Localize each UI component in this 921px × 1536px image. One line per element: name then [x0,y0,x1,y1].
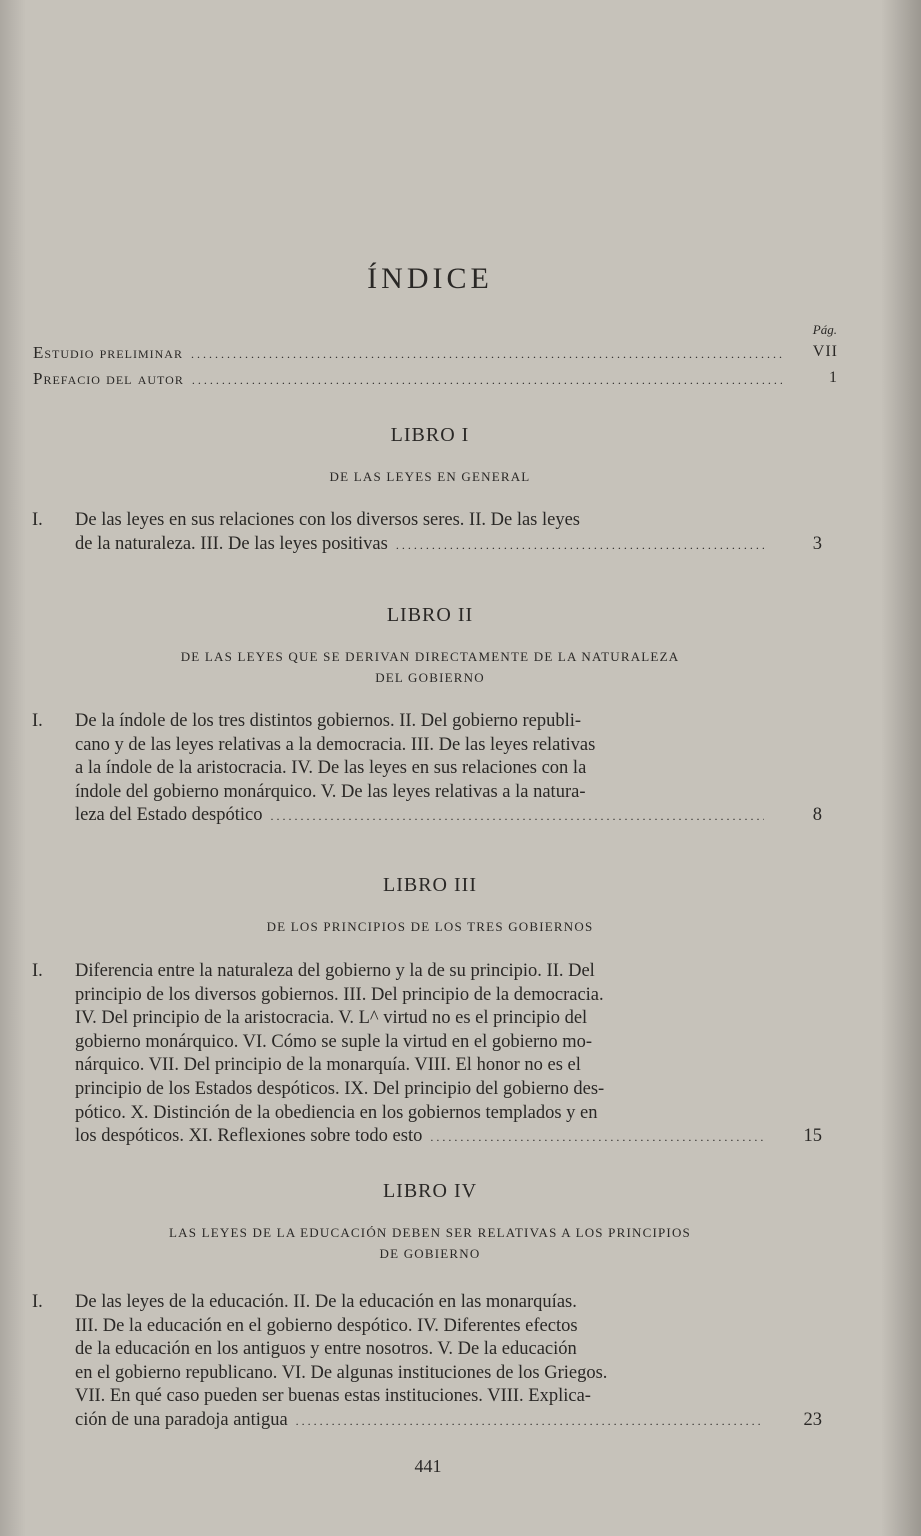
leader-dots [296,1410,764,1434]
book-subtitle [90,1222,770,1264]
book-subtitle [90,646,770,688]
entry-number: I. [32,510,43,530]
entry-line: De las leyes de la educación. II. De la educación en las monarquías. [75,1292,577,1312]
entry-line: Diferencia entre la naturaleza del gobierno y la de su principio. II. Del [75,961,595,981]
index-title: ÍNDICE [367,262,493,295]
toc-entry-label: Estudio preliminar [33,343,183,362]
entry-line: De las leyes en sus relaciones con los diversos seres. II. De las leyes [75,510,581,530]
entry-line: los despóticos. XI. Reflexiones sobre todo esto [75,1126,423,1147]
entry-line: de la naturaleza. III. De las leyes positivas [75,533,388,554]
entry-line: IV. Del principio de la aristocracia. V. L^ virtud no es el principio del [75,1008,588,1029]
book-subtitle-line: DE LAS LEYES QUE SE DERIVAN DIRECTAMENTE DE LA NATURALEZA [180,649,680,664]
entry-line: principio de los diversos gobiernos. III. Del principio de la democracia. [75,984,604,1005]
entry-text [75,710,770,829]
entry-line: principio de los Estados despóticos. IX. Del principio del gobierno des- [75,1078,605,1099]
entry-line: pótico. X. Distinción de la obediencia en los gobiernos templados y en [75,1102,598,1123]
leader-dots [430,1126,764,1150]
leader-dots [192,373,782,388]
book-title: LIBRO II [386,604,474,626]
book-title: LIBRO I [390,424,470,446]
entry-number: I. [32,961,43,981]
page-number: 441 [414,1456,442,1476]
entry-page: 23 [803,1410,822,1430]
leader-dots [191,347,782,362]
entry-line: gobierno monárquico. VI. Cómo se suple la virtud en el gobierno mo- [75,1031,593,1052]
entry-line-last [75,804,770,829]
entry-line: cano y de las leyes relativas a la democracia. III. De las leyes relativas [75,734,596,755]
entry-text [75,509,770,557]
toc-entry-prefacio [33,369,838,389]
entry-line: a la índole de la aristocracia. IV. De las leyes en sus relaciones con la [75,758,587,779]
entry-page: 3 [812,533,822,554]
book-subtitle-line: LAS LEYES DE LA EDUCACIÓN DEBEN SER RELATIVAS A LOS PRINCIPIOS [169,1225,691,1240]
entry-line: VII. En qué caso pueden ser buenas estas instituciones. VIII. Explica- [75,1386,591,1407]
toc-entry-page: 1 [829,369,838,386]
entry-text [75,960,770,1150]
book-subtitle-line: DE GOBIERNO [379,1246,481,1261]
book-title: LIBRO III [383,874,477,896]
book-title: LIBRO IV [382,1180,478,1202]
toc-entry-page: VII [812,343,838,360]
toc-entry-estudio [33,343,838,363]
entry-line: de la educación en los antiguos y entre nosotros. V. De la educación [75,1339,577,1360]
entry-line: nárquico. VII. Del principio de la monarquía. VIII. El honor no es el [75,1055,581,1076]
book-subtitle-line: DE LAS LEYES EN GENERAL [329,469,531,484]
entry-line: en el gobierno republicano. VI. De algunas instituciones de los Griegos. [75,1362,608,1383]
entry-number: I. [32,711,43,731]
entry-line: III. De la educación en el gobierno despótico. IV. Diferentes efectos [75,1315,578,1336]
entry-number: I. [32,1292,43,1312]
book-subtitle [90,916,770,937]
leader-dots [396,534,764,558]
entry-line-last [75,533,770,558]
book-subtitle [90,466,770,487]
toc-entry-label: Prefacio del autor [33,369,184,388]
entry-page: 15 [803,1126,822,1147]
entry-line-last [75,1409,770,1434]
entry-page: 8 [812,805,822,826]
entry-text [75,1291,770,1434]
entry-line: ción de una paradoja antigua [75,1409,288,1430]
page-column-label: Pág. [812,322,837,337]
book-subtitle-line: DEL GOBIERNO [375,670,485,685]
entry-line: De la índole de los tres distintos gobiernos. II. Del gobierno republi- [75,711,582,731]
entry-line: leza del Estado despótico [75,805,263,826]
entry-line-last [75,1125,770,1150]
book-subtitle-line: DE LOS PRINCIPIOS DE LOS TRES GOBIERNOS [266,919,594,934]
entry-line: índole del gobierno monárquico. V. De las leyes relativas a la natura- [75,781,586,802]
leader-dots [271,805,764,829]
